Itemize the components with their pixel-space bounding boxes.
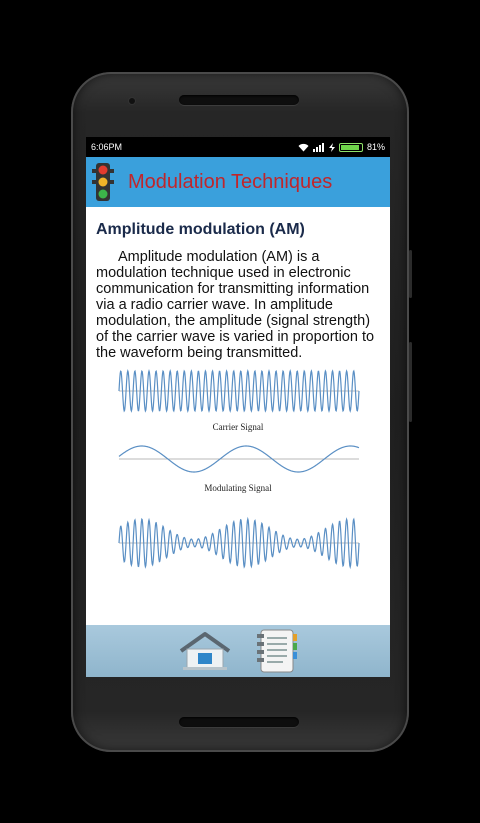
screen <box>86 137 390 677</box>
status-bar <box>86 137 390 157</box>
article-paragraph: Amplitude modulation (AM) is a modulation technique used in electronic communication for transmitting information via a radio carrier wave. In amplitude modulation, the amplitude (signal strength) of the carrier wave is varied in proportion to the waveform being transmitted. <box>96 249 375 361</box>
modulating-signal-label: Modulating Signal <box>204 483 272 493</box>
front-camera <box>129 98 135 104</box>
top-speaker <box>179 95 299 105</box>
bottom-speaker <box>179 717 299 727</box>
power-button[interactable] <box>409 342 412 422</box>
am-waveform-figure <box>113 367 363 581</box>
volume-button[interactable] <box>409 250 412 298</box>
notebook-icon[interactable] <box>255 628 299 674</box>
battery-percent: 81% <box>366 142 385 152</box>
bottom-nav <box>86 625 390 677</box>
home-icon[interactable] <box>177 631 233 671</box>
charging-icon <box>329 143 335 152</box>
status-time: 6:06PM <box>91 142 123 152</box>
wifi-icon <box>298 143 309 152</box>
app-bar <box>86 157 390 207</box>
battery-fill <box>341 145 359 150</box>
signal-icon <box>313 143 325 152</box>
waveform-diagram <box>113 367 363 581</box>
article <box>86 207 390 581</box>
article-heading: Amplitude modulation (AM) <box>96 221 305 238</box>
traffic-light-icon <box>92 163 114 201</box>
app-title: Modulation Techniques <box>128 170 333 193</box>
status-icons <box>298 142 385 152</box>
battery-icon <box>339 143 363 152</box>
carrier-signal-label: Carrier Signal <box>212 422 264 432</box>
